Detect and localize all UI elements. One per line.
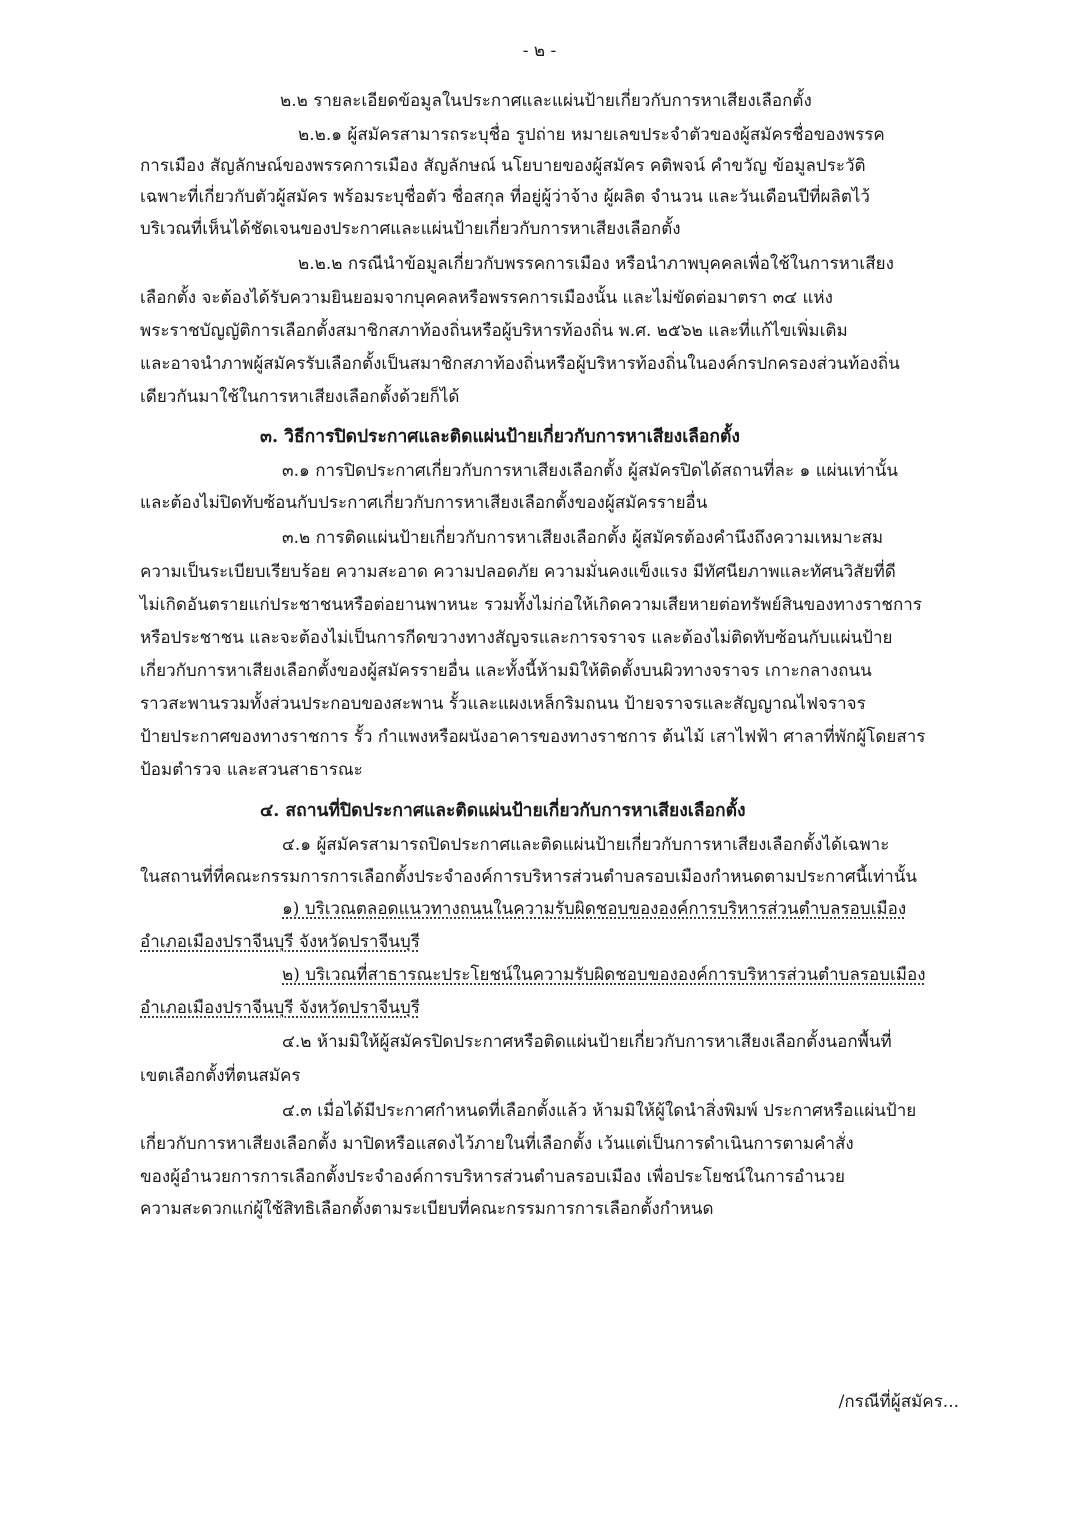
- paragraph-line: ป้อมตำรวจ และสวนสาธารณะ: [140, 760, 363, 780]
- paragraph-line: ความสะดวกแก่ผู้ใช้สิทธิเลือกตั้งตามระเบียบที่คณะกรรมการการเลือกตั้งกำหนด: [140, 1199, 714, 1219]
- paragraph-line: และอาจนำภาพผู้สมัครรับเลือกตั้งเป็นสมาชิกสภาท้องถิ่นหรือผู้บริหารท้องถิ่นในองค์กรปกครองส่วนท้องถิ่น: [140, 354, 900, 374]
- paragraph-line: และต้องไม่ปิดทับซ้อนกับประกาศเกี่ยวกับการหาเสียงเลือกตั้งของผู้สมัครรายอื่น: [140, 493, 708, 513]
- list-item: ๑) บริเวณตลอดแนวทางถนนในความรับผิดชอบขององค์การบริหารส่วนตำบลรอบเมือง: [282, 899, 907, 919]
- paragraph-line: ไม่เกิดอันตรายแก่ประชาชนหรือต่อยานพาหนะ รวมทั้งไม่ก่อให้เกิดความเสียหายต่อทรัพย์สินของทางราชการ: [140, 595, 922, 615]
- paragraph-line: เดียวกันมาใช้ในการหาเสียงเลือกตั้งด้วยก็ได้: [140, 387, 460, 407]
- paragraph-line: เกี่ยวกับการหาเสียงเลือกตั้ง มาปิดหรือแสดงไว้ภายในที่เลือกตั้ง เว้นแต่เป็นการดำเนินการตามคำสั่ง: [140, 1134, 854, 1154]
- list-item: อำเภอเมืองปราจีนบุรี จังหวัดปราจีนบุรี: [140, 998, 420, 1018]
- paragraph-line: ๓.๒ การติดแผ่นป้ายเกี่ยวกับการหาเสียงเลือกตั้ง ผู้สมัครต้องคำนึงถึงความเหมาะสม: [282, 528, 884, 548]
- paragraph-line: การเมือง สัญลักษณ์ของพรรคการเมือง สัญลักษณ์ นโยบายของผู้สมัคร คติพจน์ คำขวัญ ข้อมูลประวัติ: [140, 156, 866, 176]
- paragraph-line: เฉพาะที่เกี่ยวกับตัวผู้สมัคร พร้อมระบุชื่อตัว ชื่อสกุล ที่อยู่ผู้ว่าจ้าง ผู้ผลิต จำนวน และวันเดือนปีที่ผลิตไว้: [140, 187, 870, 207]
- paragraph-line: ราวสะพานรวมทั้งส่วนประกอบของสะพาน รั้วและแผงเหล็กริมถนน ป้ายจราจรและสัญญาณไฟจราจร: [140, 694, 866, 714]
- paragraph-line: พระราชบัญญัติการเลือกตั้งสมาชิกสภาท้องถิ่นหรือผู้บริหารท้องถิ่น พ.ศ. ๒๕๖๒ และที่แก้ไขเพิ่มเติม: [140, 321, 848, 341]
- paragraph-line: ๔.๓ เมื่อได้มีประกาศกำหนดที่เลือกตั้งแล้ว ห้ามมิให้ผู้ใดนำสิ่งพิมพ์ ประกาศหรือแผ่นป้าย: [282, 1101, 917, 1121]
- list-item: ๒) บริเวณที่สาธารณะประโยชน์ในความรับผิดชอบขององค์การบริหารส่วนตำบลรอบเมือง: [282, 965, 926, 985]
- section-2-2-heading: ๒.๒ รายละเอียดข้อมูลในประกาศและแผ่นป้ายเกี่ยวกับการหาเสียงเลือกตั้ง: [280, 91, 812, 111]
- paragraph-line: ๔.๑ ผู้สมัครสามารถปิดประกาศและติดแผ่นป้ายเกี่ยวกับการหาเสียงเลือกตั้งได้เฉพาะ: [282, 835, 890, 855]
- paragraph-line: เกี่ยวกับการหาเสียงเลือกตั้งของผู้สมัครรายอื่น และทั้งนี้ห้ามมิให้ติดตั้งบนผิวทางจราจร เกาะกลางถนน: [140, 661, 872, 681]
- paragraph-line: ป้ายประกาศของทางราชการ รั้ว กำแพงหรือผนังอาคารของทางราชการ ต้นไม้ เสาไฟฟ้า ศาลาที่พักผู้โดยสาร: [140, 727, 926, 747]
- paragraph-line: ความเป็นระเบียบเรียบร้อย ความสะอาด ความปลอดภัย ความมั่นคงแข็งแรง มีทัศนียภาพและทัศนวิสัยที่ดี: [140, 562, 896, 582]
- page-number: - ๒ -: [522, 41, 557, 61]
- paragraph-line: เลือกตั้ง จะต้องได้รับความยินยอมจากบุคคลหรือพรรคการเมืองนั้น และไม่ขัดต่อมาตรา ๓๔ แห่ง: [140, 288, 833, 308]
- paragraph-line: หรือประชาชน และจะต้องไม่เป็นการกีดขวางทางสัญจรและการจราจร และต้องไม่ติดทับซ้อนกับแผ่นป้าย: [140, 628, 893, 648]
- paragraph-line: ๓.๑ การปิดประกาศเกี่ยวกับการหาเสียงเลือกตั้ง ผู้สมัครปิดได้สถานที่ละ ๑ แผ่นเท่านั้น: [282, 461, 899, 481]
- paragraph-line: เขตเลือกตั้งที่ตนสมัคร: [140, 1066, 301, 1086]
- paragraph-line: บริเวณที่เห็นได้ชัดเจนของประกาศและแผ่นป้ายเกี่ยวกับการหาเสียงเลือกตั้ง: [140, 219, 681, 239]
- section-3-heading: ๓. วิธีการปิดประกาศและติดแผ่นป้ายเกี่ยวกับการหาเสียงเลือกตั้ง: [260, 427, 740, 447]
- section-4-heading: ๔. สถานที่ปิดประกาศและติดแผ่นป้ายเกี่ยวกับการหาเสียงเลือกตั้ง: [260, 801, 746, 821]
- paragraph-line: ๒.๒.๒ กรณีนำข้อมูลเกี่ยวกับพรรคการเมือง หรือนำภาพบุคคลเพื่อใช้ในการหาเสียง: [298, 254, 894, 274]
- continuation-note: /กรณีที่ผู้สมัคร...: [838, 1392, 959, 1412]
- paragraph-line: ในสถานที่ที่คณะกรรมการการเลือกตั้งประจำองค์การบริหารส่วนตำบลรอบเมืองกำหนดตามประกาศนี้เท่านั้น: [140, 867, 918, 887]
- paragraph-line: ๔.๒ ห้ามมิให้ผู้สมัครปิดประกาศหรือติดแผ่นป้ายเกี่ยวกับการหาเสียงเลือกตั้งนอกพื้นที่: [282, 1032, 892, 1052]
- paragraph-line: ของผู้อำนวยการการเลือกตั้งประจำองค์การบริหารส่วนตำบลรอบเมือง เพื่อประโยชน์ในการอำนวย: [140, 1167, 845, 1187]
- list-item: อำเภอเมืองปราจีนบุรี จังหวัดปราจีนบุรี: [140, 932, 420, 952]
- paragraph-line: ๒.๒.๑ ผู้สมัครสามารถระบุชื่อ รูปถ่าย หมายเลขประจำตัวของผู้สมัครชื่อของพรรค: [298, 125, 885, 145]
